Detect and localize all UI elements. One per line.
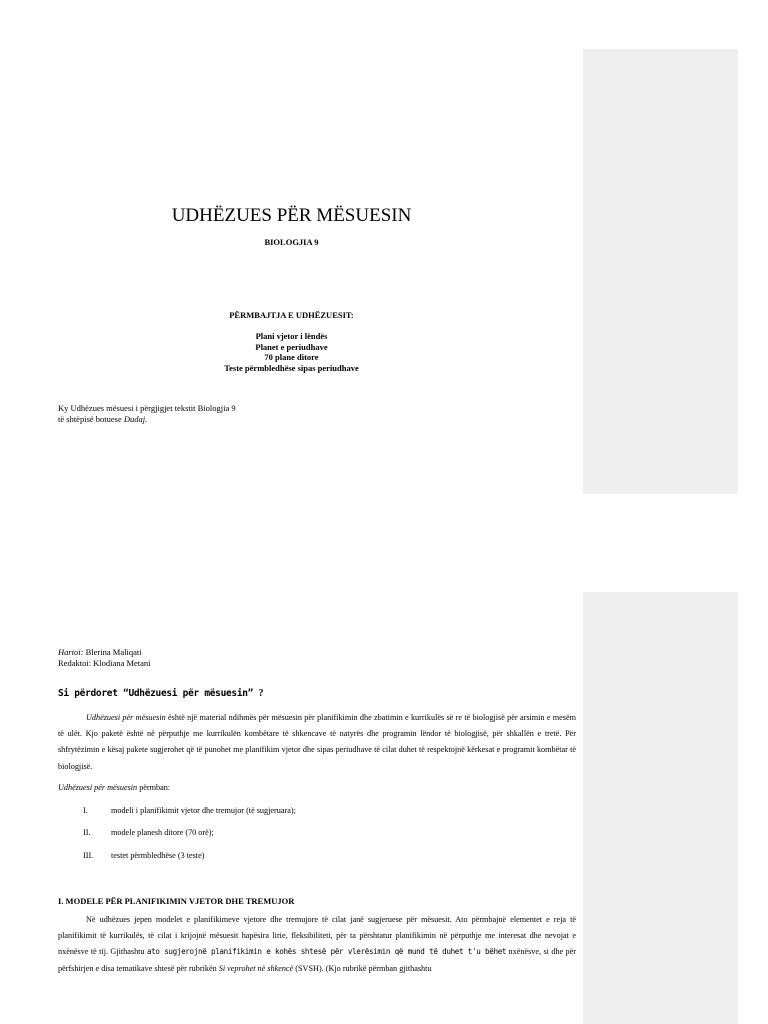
page-title: UDHËZUES PËR MËSUESIN bbox=[171, 205, 412, 226]
editor-line: Redaktoi: Klodiana Metani bbox=[58, 657, 151, 668]
contains-text: përmban: bbox=[137, 783, 171, 792]
author-label: Hartoi: bbox=[58, 647, 84, 657]
author-name: Blerina Maliqati bbox=[83, 647, 142, 657]
heading-text: Si përdoret “Udhëzuesi për mësuesin” bbox=[58, 688, 259, 699]
list-number: I. bbox=[83, 806, 88, 815]
margin-comment-box bbox=[583, 592, 738, 1024]
paragraph bbox=[58, 710, 576, 775]
credits bbox=[58, 647, 151, 668]
publisher-name: Dudaj. bbox=[123, 413, 148, 424]
paragraph-text-monospace: ato sugjerojnë planifikimin e kohës shtesë për vlerësimin që mund të duhet t'u bëhet bbox=[146, 947, 507, 957]
paragraph bbox=[58, 912, 576, 977]
paragraph-text: Në udhëzues jepen modelet e planifikimeve vjetore dhe tremujore të cilat janë sugjeruese për mësuesit. Ato përmbajnë elementet e reja të planifikimit të kurrikulës, të cilat i krijojnë mësuesit hapësira lirie, fleksibiliteti, për ta përshtatur planifikimin në përputhje me interesat dhe nevojat e nxënësve të tij. Gjithashtu bbox=[58, 915, 576, 957]
contains-line bbox=[58, 783, 170, 792]
guide-name: Udhëzuesi për mësuesin bbox=[58, 783, 138, 792]
list-text: modeli i planifikimit vjetor dhe tremujor (të sugjeruara); bbox=[111, 806, 296, 815]
margin-comment-box bbox=[583, 49, 738, 494]
page-subtitle: BIOLOGJIA 9 bbox=[264, 237, 319, 247]
list-text: modele planesh ditore (70 orë); bbox=[111, 828, 214, 837]
intro-line: Ky Udhëzues mësuesi i përgjigjet tekstit Biologjia 9 bbox=[58, 403, 236, 413]
section-heading-planning-models: I. MODELE PËR PLANIFIKIMIN VJETOR DHE TREMUJOR bbox=[58, 896, 295, 906]
intro-text: të shtëpisë botuese bbox=[58, 413, 124, 424]
paragraph-text: nxënësve, si dhe për përfshirjen e disa tematikave shtesë për rubrikën bbox=[58, 947, 576, 973]
list-text: testet përmbledhëse (3 teste) bbox=[111, 851, 205, 860]
guide-name: Udhëzuesi për mësuesin bbox=[86, 713, 166, 722]
list-item bbox=[83, 806, 296, 815]
intro-note bbox=[58, 403, 236, 424]
rubric-name: Si veprohet në shkencë bbox=[218, 963, 294, 973]
paragraph-text: është një material ndihmës për mësuesin për planifikimin dhe zbatimin e kurrikulës së re të biologjisë për arsimin e mesëm të ulët. Kjo paketë është në përputhje me kurrikulën kombëtare të shkencave të natyrës dhe programin lëndor të biologjisë, për shkallën e tretë. Për shfrytëzimin e kësaj pakete sugjerohet që të punohet me planifikim vjetor dhe sipas periudhave të cilat duhet të respektojnë kërkesat e programit kombëtar të biologjisë. bbox=[58, 713, 576, 771]
contents-item: Plani vjetor i lëndës bbox=[255, 331, 328, 341]
list-item bbox=[83, 851, 204, 860]
contents-item: Planet e periudhave bbox=[255, 341, 328, 352]
intro-line bbox=[58, 414, 236, 425]
list-number: III. bbox=[83, 851, 94, 860]
list-item bbox=[83, 828, 214, 837]
list-number: II. bbox=[83, 828, 91, 837]
section-heading-how-to-use bbox=[58, 688, 263, 699]
author-line bbox=[58, 647, 151, 658]
paragraph-text: (SVSH). (Kjo rubrikë përmban gjithashtu bbox=[293, 963, 432, 973]
heading-question-mark: ? bbox=[258, 688, 264, 699]
contents-list bbox=[0, 331, 583, 373]
contents-item: Teste përmbledhëse sipas periudhave bbox=[224, 362, 359, 373]
contents-heading: PËRMBAJTJA E UDHËZUESIT: bbox=[229, 310, 354, 320]
contents-item: 70 plane ditore bbox=[264, 352, 319, 362]
